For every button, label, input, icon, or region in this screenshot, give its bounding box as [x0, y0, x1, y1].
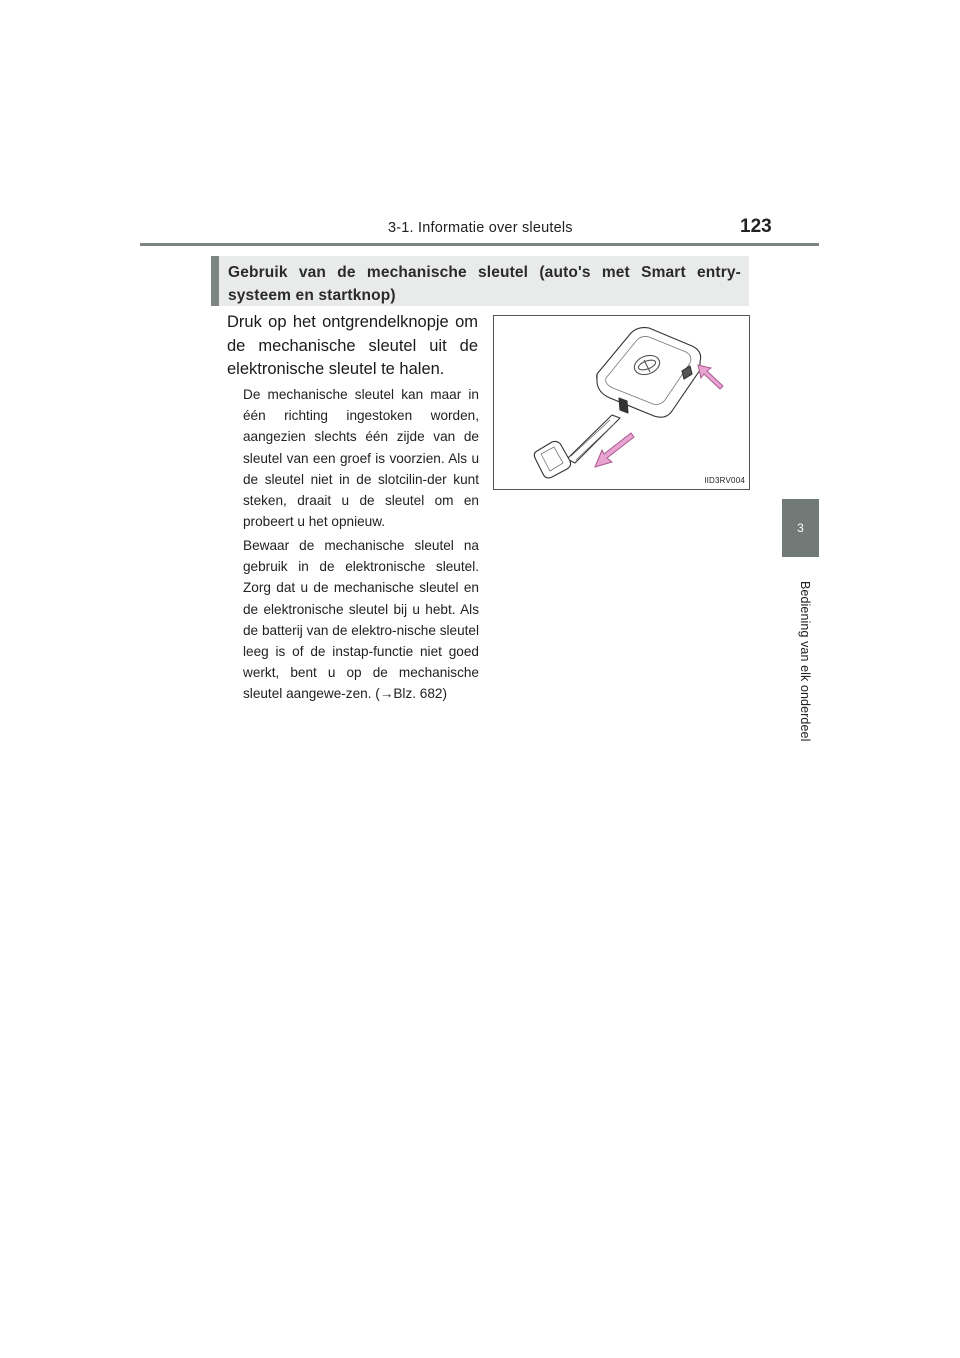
key-illustration	[493, 315, 750, 490]
running-header-section: 3-1. Informatie over sleutels	[388, 220, 573, 236]
figure-code: IID3RV004	[704, 476, 745, 485]
smart-key-drawing	[494, 316, 749, 489]
chapter-tab-number: 3	[782, 499, 819, 557]
note-paragraph-1: De mechanische sleutel kan maar in één richting ingestoken worden, aangezien slechts één zijde van de sleutel van een groef is voorzien. Als u de sleutel niet in de slotcilin-der kunt steken, draait u de sleutel om en probeert u het opnieuw.	[243, 387, 479, 530]
instruction-text: Druk op het ontgrendelknopje om de mechanische sleutel uit de elektronische sleutel te halen.	[227, 313, 478, 378]
electronic-key-icon	[597, 328, 701, 418]
mechanical-key-icon	[534, 415, 620, 478]
page-number: 123	[740, 216, 772, 237]
section-heading-box	[211, 256, 749, 306]
push-direction-arrow-icon	[698, 365, 723, 389]
chapter-tab-label: Bediening van elk onderdeel	[798, 580, 812, 742]
note-paragraph-2: Bewaar de mechanische sleutel na gebruik in de elektronische sleutel. Zorg dat u de mechanische sleutel en de elektronische sleutel bij u hebt. Als de batterij van de elektro-nische sleutel leeg is of de instap-functie niet goed werkt, bent u op de mechanische sleutel aangewe-zen. (→Blz. 682)	[243, 538, 479, 702]
pull-direction-arrow-icon	[595, 433, 634, 467]
header-rule	[140, 243, 819, 246]
section-title: Gebruik van de mechanische sleutel (auto's met Smart entry-systeem en startknop)	[228, 264, 741, 304]
